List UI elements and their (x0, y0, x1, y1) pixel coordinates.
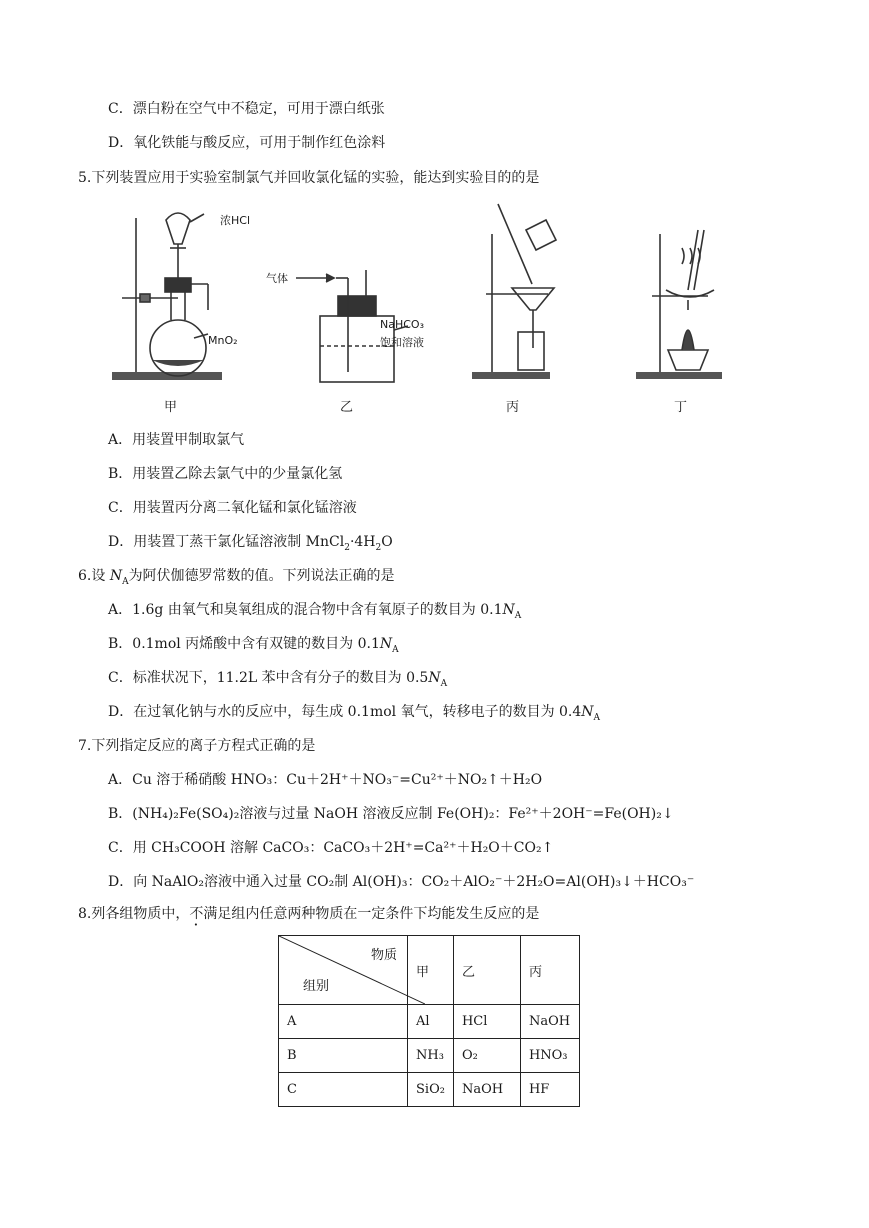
q8-stem: 8.列各组物质中，不满足组内任意两种物质在一定条件下均能发生反应的是 (78, 906, 540, 922)
label-conc-hcl: 浓HCl (220, 214, 251, 227)
table-cell: A (279, 1005, 408, 1039)
table-cell: NH₃ (408, 1039, 454, 1073)
corner-label-group: 组别 (303, 979, 330, 994)
table-cell: O₂ (453, 1039, 520, 1073)
label-nahco3: NaHCO₃ (380, 318, 424, 331)
q4-option-c: C．漂白粉在空气中不稳定，可用于漂白纸张 (108, 101, 385, 117)
table-cell: C (279, 1073, 408, 1107)
apparatus-label-bing: 丙 (506, 400, 520, 415)
q5-option-c: C．用装置丙分离二氧化锰和氯化锰溶液 (108, 500, 357, 516)
q5-option-d: D．用装置丁蒸干氯化锰溶液制 $MnCl_2\cdot 4H_2O$ (108, 534, 393, 553)
table-row (279, 1005, 580, 1039)
table-row (279, 1039, 580, 1073)
q7-option-a: A．Cu 溶于稀硝酸 HNO₃：Cu＋2H⁺＋NO₃⁻=Cu²⁺＋NO₂↑＋H₂O (108, 772, 543, 788)
table-cell: B (279, 1039, 408, 1073)
label-saturated-solution: 饱和溶液 (380, 336, 424, 349)
header-yi: 乙 (453, 936, 520, 1005)
q5-apparatus-figure (108, 200, 748, 420)
q5-option-a: A．用装置甲制取氯气 (108, 432, 245, 448)
corner-label-substance: 物质 (370, 948, 397, 963)
table-cell: Al (408, 1005, 454, 1039)
emphasis-mark: 不 (189, 906, 204, 922)
table-cell: HCl (453, 1005, 520, 1039)
apparatus-label-ding: 丁 (674, 400, 688, 415)
header-jia: 甲 (408, 936, 454, 1005)
label-gas: 气体 (266, 272, 288, 285)
header-bing: 丙 (520, 936, 579, 1005)
table-cell: NaOH (453, 1073, 520, 1107)
q6-option-a: A．1.6g 由氧气和臭氧组成的混合物中含有氧原子的数目为 $0.1N_A$ (108, 602, 522, 621)
q6-option-b: B．0.1mol 丙烯酸中含有双键的数目为 $0.1N_A$ (108, 636, 399, 655)
diagonal-line (279, 936, 425, 1004)
table-cell: NaOH (520, 1005, 579, 1039)
table-cell: SiO₂ (408, 1073, 454, 1107)
table-row (279, 1073, 580, 1107)
apparatus-label-jia: 甲 (164, 400, 178, 415)
table-header-row (279, 936, 580, 1005)
q8-table (278, 935, 580, 1107)
q6-option-d: D．在过氧化钠与水的反应中，每生成 0.1mol 氧气，转移电子的数目为 $0.4N_A$ (108, 704, 601, 723)
q5-stem: 5.下列装置应用于实验室制氯气并回收氯化锰的实验，能达到实验目的的是 (78, 170, 540, 186)
q5-option-b: B．用装置乙除去氯气中的少量氯化氢 (108, 466, 343, 482)
q7-option-d: D．向 NaAlO₂溶液中通入过量 CO₂制 Al(OH)₃：CO₂＋AlO₂⁻＋2H₂O=Al(OH)₃↓＋HCO₃⁻ (108, 874, 695, 890)
table-corner-cell (279, 936, 408, 1005)
table-cell: HNO₃ (520, 1039, 579, 1073)
q7-option-b: B．(NH₄)₂Fe(SO₄)₂溶液与过量 NaOH 溶液反应制 Fe(OH)₂：Fe²⁺＋2OH⁻=Fe(OH)₂↓ (108, 806, 674, 822)
apparatus-illustration (108, 200, 748, 420)
q7-stem: 7.下列指定反应的离子方程式正确的是 (78, 738, 316, 754)
q6-stem: 6.设 $N_A$为阿伏伽德罗常数的值。下列说法正确的是 (78, 568, 395, 587)
q4-option-d: D．氧化铁能与酸反应，可用于制作红色涂料 (108, 135, 386, 151)
table-cell: HF (520, 1073, 579, 1107)
q7-option-c: C．用 CH₃COOH 溶解 CaCO₃：CaCO₃＋2H⁺=Ca²⁺＋H₂O＋CO₂↑ (108, 840, 554, 856)
q6-option-c: C．标准状况下，11.2L 苯中含有分子的数目为 $0.5N_A$ (108, 670, 448, 689)
apparatus-label-yi: 乙 (340, 400, 354, 415)
label-mno2: MnO₂ (208, 334, 238, 347)
